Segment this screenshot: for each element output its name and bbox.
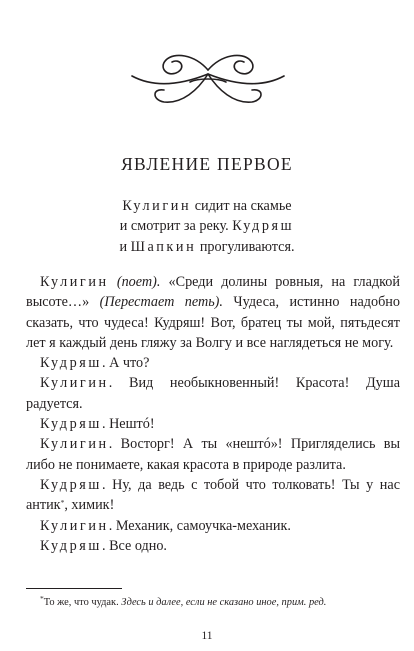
speaker-name: Кудряш (40, 416, 102, 433)
stage-text: и (119, 238, 131, 255)
dialogue-paragraph (26, 353, 400, 373)
stage-line-3 (0, 237, 414, 257)
dialogue-paragraph (26, 373, 400, 414)
speech: . Механик, самоучка-механик. (108, 517, 291, 534)
stage-line-1 (0, 196, 414, 216)
speech: . Восторг! А ты «нештó»! Пригляделись вы либо не понимаете, какая красота в природе разлита. (26, 436, 400, 473)
footnote-divider (26, 588, 122, 589)
speech: . А что? (101, 355, 150, 372)
dialogue-paragraph (26, 475, 400, 516)
footnote-mark: * (40, 594, 44, 603)
speech: . Ну, да ведь с тобой что толковать! Ты у нас антик (26, 476, 400, 514)
stage-remark: (Перестает петь). (89, 294, 223, 311)
character-name: Шапкин (130, 238, 197, 255)
dialogue-paragraph (26, 414, 400, 434)
stage-text: прогуливаются. (196, 238, 295, 255)
speech: . Все одно. (101, 537, 167, 554)
stage-text: сидит на скамье (191, 198, 292, 214)
scene-heading: ЯВЛЕНИЕ ПЕРВОЕ (121, 154, 293, 174)
speaker-name: Кудряш (40, 537, 102, 554)
dialogue-paragraph (26, 272, 400, 353)
stage-remark: (поет). (108, 274, 161, 290)
speaker-name: Кулигин (40, 375, 109, 392)
stage-line-2 (0, 216, 414, 236)
page-number: 11 (201, 630, 213, 642)
dialogue-paragraph (26, 516, 400, 536)
speech: «Среди долины ровныя, на гладкой высоте…» (26, 274, 400, 311)
footnote (40, 596, 400, 610)
speaker-name: Кулигин (40, 517, 109, 534)
character-name: Кудряш (232, 218, 295, 235)
speech: . Нештó! (101, 416, 155, 433)
speaker-name: Кудряш (40, 355, 102, 372)
speech: . Вид необыкновенный! Красота! Душа радуется. (26, 375, 400, 412)
footnote-editor-note: Здесь и далее, если не сказано иное, прим. ред. (121, 597, 327, 608)
dialogue-paragraph (26, 434, 400, 475)
stage-direction (0, 196, 414, 257)
speaker-name: Кулигин (40, 274, 109, 290)
dialogue-paragraph (26, 536, 400, 556)
footnote-marker[interactable]: * (60, 498, 65, 508)
flourish-ornament-icon (128, 48, 288, 110)
speech: Чудеса, истинно надобно сказать, что чудеса! Кудряш! Вот, братец ты мой, пятьдесят лет я каждый день гляжу за Волгу и все наглядеться не могу. (26, 294, 400, 351)
speaker-name: Кулигин (40, 436, 109, 453)
speech: , химик! (64, 497, 115, 514)
dialogue-text (26, 272, 400, 556)
stage-text: и смотрит за реку. (119, 218, 233, 235)
character-name: Кулигин (122, 198, 192, 214)
speaker-name: Кудряш (40, 476, 102, 493)
footnote-text: То же, что чудак. (43, 597, 122, 608)
